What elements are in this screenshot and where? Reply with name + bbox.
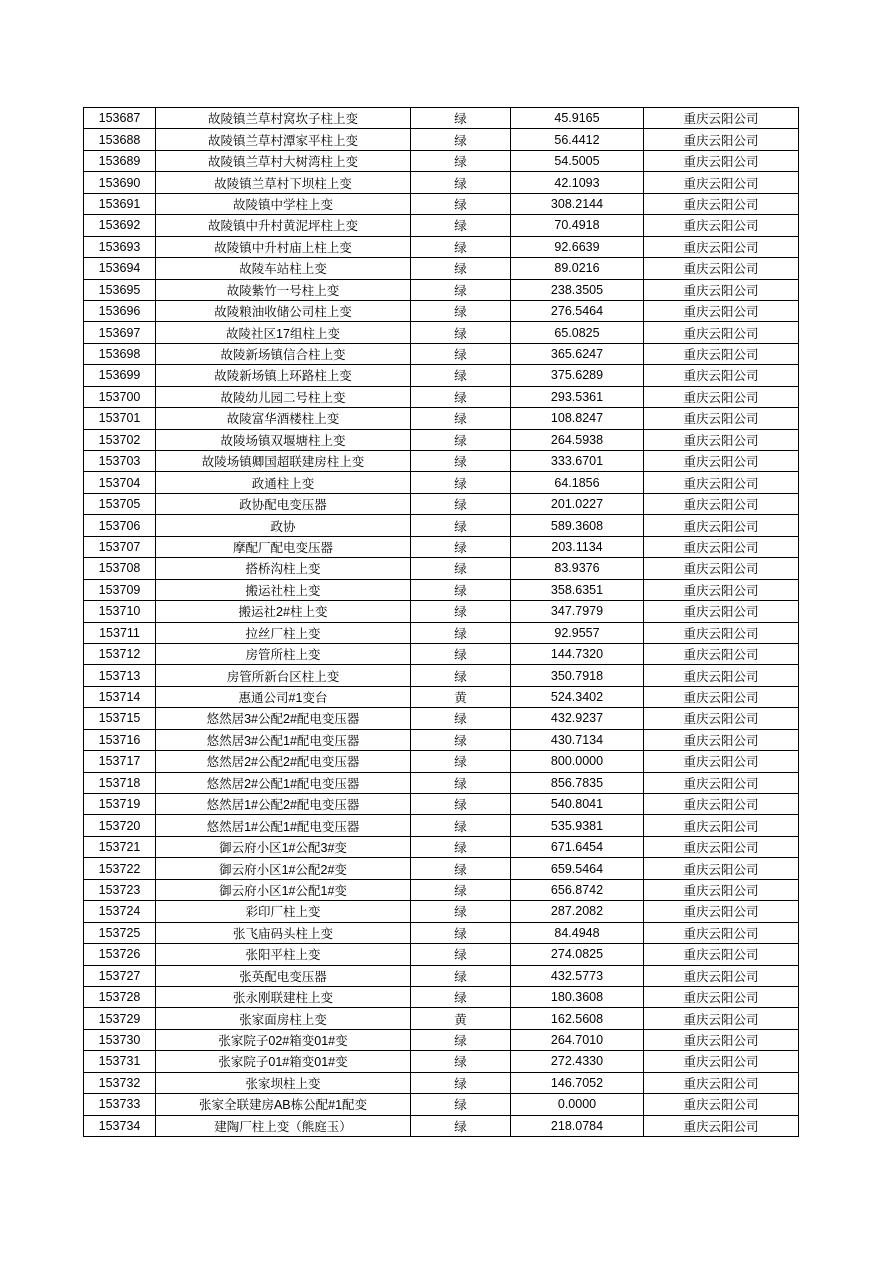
table-row: [84, 579, 799, 600]
cell-value: 272.4330: [511, 1051, 644, 1072]
cell-name: 御云府小区1#公配3#变: [156, 836, 411, 857]
cell-name: 悠然居1#公配1#配电变压器: [156, 815, 411, 836]
cell-company: 重庆云阳公司: [644, 1072, 799, 1093]
cell-value: 42.1093: [511, 172, 644, 193]
cell-company: 重庆云阳公司: [644, 451, 799, 472]
table-row: [84, 300, 799, 321]
table-row: [84, 472, 799, 493]
cell-name: 御云府小区1#公配2#变: [156, 858, 411, 879]
cell-id: 153730: [84, 1029, 156, 1050]
table-row: [84, 601, 799, 622]
cell-value: 108.8247: [511, 408, 644, 429]
cell-company: 重庆云阳公司: [644, 879, 799, 900]
cell-status: 绿: [411, 129, 511, 150]
cell-name: 故陵镇兰草村窝坎子柱上变: [156, 108, 411, 129]
cell-name: 悠然居2#公配2#配电变压器: [156, 751, 411, 772]
cell-id: 153715: [84, 708, 156, 729]
cell-status: 绿: [411, 429, 511, 450]
table-row: [84, 1094, 799, 1115]
cell-value: 589.3608: [511, 515, 644, 536]
cell-status: 绿: [411, 944, 511, 965]
table-row: [84, 493, 799, 514]
cell-value: 65.0825: [511, 322, 644, 343]
cell-id: 153693: [84, 236, 156, 257]
table-row: [84, 665, 799, 686]
table-row: [84, 815, 799, 836]
cell-id: 153705: [84, 493, 156, 514]
cell-id: 153712: [84, 643, 156, 664]
cell-company: 重庆云阳公司: [644, 836, 799, 857]
cell-name: 故陵镇中学柱上变: [156, 193, 411, 214]
cell-company: 重庆云阳公司: [644, 258, 799, 279]
table-row: [84, 150, 799, 171]
cell-id: 153695: [84, 279, 156, 300]
cell-id: 153717: [84, 751, 156, 772]
cell-name: 故陵镇兰草村下坝柱上变: [156, 172, 411, 193]
table-row: [84, 172, 799, 193]
cell-company: 重庆云阳公司: [644, 965, 799, 986]
cell-id: 153731: [84, 1051, 156, 1072]
cell-company: 重庆云阳公司: [644, 1008, 799, 1029]
cell-name: 故陵幼儿园二号柱上变: [156, 386, 411, 407]
table-row: [84, 858, 799, 879]
cell-value: 146.7052: [511, 1072, 644, 1093]
cell-value: 0.0000: [511, 1094, 644, 1115]
cell-name: 搬运社柱上变: [156, 579, 411, 600]
cell-status: 绿: [411, 1094, 511, 1115]
cell-name: 故陵富华酒楼柱上变: [156, 408, 411, 429]
table-row: [84, 836, 799, 857]
cell-status: 绿: [411, 622, 511, 643]
cell-company: 重庆云阳公司: [644, 108, 799, 129]
cell-company: 重庆云阳公司: [644, 729, 799, 750]
cell-status: 绿: [411, 1072, 511, 1093]
cell-company: 重庆云阳公司: [644, 472, 799, 493]
table-row: [84, 944, 799, 965]
cell-value: 89.0216: [511, 258, 644, 279]
cell-status: 黄: [411, 1008, 511, 1029]
cell-id: 153697: [84, 322, 156, 343]
cell-value: 432.5773: [511, 965, 644, 986]
cell-value: 540.8041: [511, 794, 644, 815]
cell-value: 264.5938: [511, 429, 644, 450]
cell-status: 绿: [411, 558, 511, 579]
cell-value: 180.3608: [511, 986, 644, 1007]
table-row: [84, 751, 799, 772]
cell-company: 重庆云阳公司: [644, 493, 799, 514]
cell-company: 重庆云阳公司: [644, 365, 799, 386]
table-row: [84, 322, 799, 343]
cell-status: 绿: [411, 665, 511, 686]
table-row: [84, 986, 799, 1007]
cell-name: 悠然居3#公配1#配电变压器: [156, 729, 411, 750]
cell-company: 重庆云阳公司: [644, 515, 799, 536]
cell-value: 375.6289: [511, 365, 644, 386]
cell-company: 重庆云阳公司: [644, 751, 799, 772]
cell-name: 悠然居2#公配1#配电变压器: [156, 772, 411, 793]
table-row: [84, 429, 799, 450]
table-row: [84, 1072, 799, 1093]
cell-value: 203.1134: [511, 536, 644, 557]
cell-company: 重庆云阳公司: [644, 172, 799, 193]
cell-name: 政协: [156, 515, 411, 536]
transformer-table: [83, 107, 799, 1137]
cell-status: 黄: [411, 686, 511, 707]
cell-id: 153696: [84, 300, 156, 321]
table-row: [84, 1051, 799, 1072]
cell-name: 政协配电变压器: [156, 493, 411, 514]
table-row: [84, 686, 799, 707]
cell-value: 92.9557: [511, 622, 644, 643]
cell-status: 绿: [411, 300, 511, 321]
cell-id: 153710: [84, 601, 156, 622]
cell-name: 故陵新场镇信合柱上变: [156, 343, 411, 364]
table-row: [84, 1029, 799, 1050]
cell-name: 悠然居1#公配2#配电变压器: [156, 794, 411, 815]
cell-value: 430.7134: [511, 729, 644, 750]
table-row: [84, 215, 799, 236]
table-row: [84, 386, 799, 407]
cell-company: 重庆云阳公司: [644, 944, 799, 965]
cell-status: 绿: [411, 150, 511, 171]
cell-status: 绿: [411, 986, 511, 1007]
cell-name: 张家坝柱上变: [156, 1072, 411, 1093]
cell-company: 重庆云阳公司: [644, 922, 799, 943]
cell-company: 重庆云阳公司: [644, 815, 799, 836]
cell-company: 重庆云阳公司: [644, 215, 799, 236]
cell-status: 绿: [411, 493, 511, 514]
cell-status: 绿: [411, 1115, 511, 1136]
cell-status: 绿: [411, 193, 511, 214]
cell-id: 153719: [84, 794, 156, 815]
cell-id: 153724: [84, 901, 156, 922]
cell-name: 故陵镇兰草村大树湾柱上变: [156, 150, 411, 171]
cell-name: 张家全联建房AB栋公配#1配变: [156, 1094, 411, 1115]
cell-name: 张阳平柱上变: [156, 944, 411, 965]
table-row: [84, 108, 799, 129]
cell-id: 153711: [84, 622, 156, 643]
cell-status: 绿: [411, 215, 511, 236]
cell-company: 重庆云阳公司: [644, 279, 799, 300]
table-row: [84, 622, 799, 643]
cell-value: 92.6639: [511, 236, 644, 257]
cell-status: 绿: [411, 1029, 511, 1050]
cell-company: 重庆云阳公司: [644, 686, 799, 707]
table-row: [84, 901, 799, 922]
cell-value: 45.9165: [511, 108, 644, 129]
table-row: [84, 965, 799, 986]
cell-status: 绿: [411, 836, 511, 857]
cell-status: 绿: [411, 515, 511, 536]
table-row: [84, 365, 799, 386]
table-row: [84, 343, 799, 364]
cell-name: 拉丝厂柱上变: [156, 622, 411, 643]
table-row: [84, 794, 799, 815]
cell-value: 56.4412: [511, 129, 644, 150]
cell-value: 201.0227: [511, 493, 644, 514]
cell-id: 153721: [84, 836, 156, 857]
cell-name: 政通柱上变: [156, 472, 411, 493]
cell-id: 153699: [84, 365, 156, 386]
cell-status: 绿: [411, 343, 511, 364]
cell-id: 153734: [84, 1115, 156, 1136]
cell-id: 153713: [84, 665, 156, 686]
cell-name: 故陵镇中升村黄泥坪柱上变: [156, 215, 411, 236]
cell-company: 重庆云阳公司: [644, 643, 799, 664]
cell-company: 重庆云阳公司: [644, 901, 799, 922]
cell-status: 绿: [411, 901, 511, 922]
cell-id: 153728: [84, 986, 156, 1007]
cell-company: 重庆云阳公司: [644, 794, 799, 815]
cell-value: 293.5361: [511, 386, 644, 407]
cell-value: 70.4918: [511, 215, 644, 236]
table-row: [84, 258, 799, 279]
table-row: [84, 515, 799, 536]
cell-company: 重庆云阳公司: [644, 1051, 799, 1072]
cell-name: 建陶厂柱上变（熊庭玉）: [156, 1115, 411, 1136]
cell-company: 重庆云阳公司: [644, 558, 799, 579]
cell-name: 房管所新台区柱上变: [156, 665, 411, 686]
cell-company: 重庆云阳公司: [644, 429, 799, 450]
table-row: [84, 408, 799, 429]
cell-company: 重庆云阳公司: [644, 986, 799, 1007]
cell-id: 153689: [84, 150, 156, 171]
cell-status: 绿: [411, 1051, 511, 1072]
cell-value: 358.6351: [511, 579, 644, 600]
cell-status: 绿: [411, 108, 511, 129]
cell-company: 重庆云阳公司: [644, 536, 799, 557]
cell-id: 153694: [84, 258, 156, 279]
cell-status: 绿: [411, 858, 511, 879]
cell-name: 张永刚联建柱上变: [156, 986, 411, 1007]
cell-status: 绿: [411, 472, 511, 493]
cell-status: 绿: [411, 794, 511, 815]
cell-value: 264.7010: [511, 1029, 644, 1050]
cell-company: 重庆云阳公司: [644, 1115, 799, 1136]
cell-company: 重庆云阳公司: [644, 1094, 799, 1115]
table-row: [84, 536, 799, 557]
cell-id: 153703: [84, 451, 156, 472]
cell-status: 绿: [411, 408, 511, 429]
cell-id: 153687: [84, 108, 156, 129]
cell-value: 54.5005: [511, 150, 644, 171]
cell-status: 绿: [411, 922, 511, 943]
cell-status: 绿: [411, 279, 511, 300]
table-row: [84, 236, 799, 257]
table-row: [84, 922, 799, 943]
cell-id: 153729: [84, 1008, 156, 1029]
table-row: [84, 879, 799, 900]
cell-value: 365.6247: [511, 343, 644, 364]
cell-status: 绿: [411, 772, 511, 793]
table-row: [84, 643, 799, 664]
cell-status: 绿: [411, 386, 511, 407]
cell-status: 绿: [411, 643, 511, 664]
cell-value: 656.8742: [511, 879, 644, 900]
cell-name: 故陵镇兰草村潭家平柱上变: [156, 129, 411, 150]
cell-status: 绿: [411, 729, 511, 750]
cell-value: 347.7979: [511, 601, 644, 622]
table-row: [84, 1115, 799, 1136]
table-row: [84, 772, 799, 793]
cell-value: 350.7918: [511, 665, 644, 686]
transformer-table-body: [84, 108, 799, 1137]
cell-status: 绿: [411, 322, 511, 343]
table-row: [84, 1008, 799, 1029]
cell-status: 绿: [411, 536, 511, 557]
cell-id: 153720: [84, 815, 156, 836]
cell-name: 张家院子02#箱变01#变: [156, 1029, 411, 1050]
cell-value: 432.9237: [511, 708, 644, 729]
cell-id: 153726: [84, 944, 156, 965]
cell-name: 故陵新场镇上环路柱上变: [156, 365, 411, 386]
cell-id: 153709: [84, 579, 156, 600]
cell-company: 重庆云阳公司: [644, 1029, 799, 1050]
cell-id: 153700: [84, 386, 156, 407]
cell-name: 惠通公司#1变台: [156, 686, 411, 707]
cell-id: 153692: [84, 215, 156, 236]
cell-company: 重庆云阳公司: [644, 322, 799, 343]
cell-company: 重庆云阳公司: [644, 579, 799, 600]
cell-value: 524.3402: [511, 686, 644, 707]
cell-value: 274.0825: [511, 944, 644, 965]
cell-company: 重庆云阳公司: [644, 408, 799, 429]
cell-company: 重庆云阳公司: [644, 300, 799, 321]
table-row: [84, 129, 799, 150]
cell-name: 御云府小区1#公配1#变: [156, 879, 411, 900]
cell-status: 绿: [411, 815, 511, 836]
cell-company: 重庆云阳公司: [644, 772, 799, 793]
cell-status: 绿: [411, 579, 511, 600]
cell-status: 绿: [411, 236, 511, 257]
cell-company: 重庆云阳公司: [644, 129, 799, 150]
cell-id: 153733: [84, 1094, 156, 1115]
cell-name: 张英配电变压器: [156, 965, 411, 986]
cell-status: 绿: [411, 365, 511, 386]
cell-id: 153718: [84, 772, 156, 793]
cell-id: 153714: [84, 686, 156, 707]
cell-id: 153701: [84, 408, 156, 429]
cell-name: 故陵粮油收储公司柱上变: [156, 300, 411, 321]
cell-value: 84.4948: [511, 922, 644, 943]
cell-status: 绿: [411, 172, 511, 193]
cell-id: 153708: [84, 558, 156, 579]
cell-id: 153702: [84, 429, 156, 450]
cell-id: 153722: [84, 858, 156, 879]
cell-value: 162.5608: [511, 1008, 644, 1029]
cell-id: 153707: [84, 536, 156, 557]
cell-value: 83.9376: [511, 558, 644, 579]
cell-id: 153688: [84, 129, 156, 150]
cell-name: 故陵紫竹一号柱上变: [156, 279, 411, 300]
cell-name: 故陵场镇双堰塘柱上变: [156, 429, 411, 450]
cell-id: 153691: [84, 193, 156, 214]
cell-name: 张飞庙码头柱上变: [156, 922, 411, 943]
cell-status: 绿: [411, 751, 511, 772]
cell-name: 张家院子01#箱变01#变: [156, 1051, 411, 1072]
cell-id: 153716: [84, 729, 156, 750]
cell-company: 重庆云阳公司: [644, 858, 799, 879]
cell-company: 重庆云阳公司: [644, 150, 799, 171]
cell-status: 绿: [411, 965, 511, 986]
cell-company: 重庆云阳公司: [644, 708, 799, 729]
cell-name: 搬运社2#柱上变: [156, 601, 411, 622]
cell-name: 故陵场镇卿国超联建房柱上变: [156, 451, 411, 472]
table-row: [84, 729, 799, 750]
cell-company: 重庆云阳公司: [644, 622, 799, 643]
cell-name: 搭桥沟柱上变: [156, 558, 411, 579]
cell-company: 重庆云阳公司: [644, 386, 799, 407]
cell-id: 153698: [84, 343, 156, 364]
cell-id: 153727: [84, 965, 156, 986]
cell-value: 276.5464: [511, 300, 644, 321]
cell-name: 摩配厂配电变压器: [156, 536, 411, 557]
table-row: [84, 708, 799, 729]
cell-name: 房管所柱上变: [156, 643, 411, 664]
cell-value: 238.3505: [511, 279, 644, 300]
cell-name: 故陵镇中升村庙上柱上变: [156, 236, 411, 257]
cell-name: 故陵车站柱上变: [156, 258, 411, 279]
cell-id: 153704: [84, 472, 156, 493]
cell-name: 故陵社区17组柱上变: [156, 322, 411, 343]
cell-id: 153690: [84, 172, 156, 193]
cell-value: 671.6454: [511, 836, 644, 857]
cell-status: 绿: [411, 708, 511, 729]
cell-company: 重庆云阳公司: [644, 601, 799, 622]
cell-value: 659.5464: [511, 858, 644, 879]
cell-company: 重庆云阳公司: [644, 343, 799, 364]
cell-status: 绿: [411, 451, 511, 472]
cell-company: 重庆云阳公司: [644, 193, 799, 214]
cell-value: 64.1856: [511, 472, 644, 493]
cell-status: 绿: [411, 258, 511, 279]
cell-id: 153725: [84, 922, 156, 943]
cell-name: 彩印厂柱上变: [156, 901, 411, 922]
table-row: [84, 279, 799, 300]
cell-value: 308.2144: [511, 193, 644, 214]
cell-value: 218.0784: [511, 1115, 644, 1136]
cell-status: 绿: [411, 879, 511, 900]
cell-id: 153723: [84, 879, 156, 900]
cell-value: 287.2082: [511, 901, 644, 922]
table-row: [84, 451, 799, 472]
cell-name: 张家面房柱上变: [156, 1008, 411, 1029]
cell-value: 333.6701: [511, 451, 644, 472]
cell-id: 153732: [84, 1072, 156, 1093]
cell-company: 重庆云阳公司: [644, 665, 799, 686]
cell-value: 800.0000: [511, 751, 644, 772]
cell-value: 535.9381: [511, 815, 644, 836]
cell-value: 856.7835: [511, 772, 644, 793]
cell-id: 153706: [84, 515, 156, 536]
cell-name: 悠然居3#公配2#配电变压器: [156, 708, 411, 729]
table-row: [84, 193, 799, 214]
table-row: [84, 558, 799, 579]
cell-value: 144.7320: [511, 643, 644, 664]
cell-status: 绿: [411, 601, 511, 622]
cell-company: 重庆云阳公司: [644, 236, 799, 257]
